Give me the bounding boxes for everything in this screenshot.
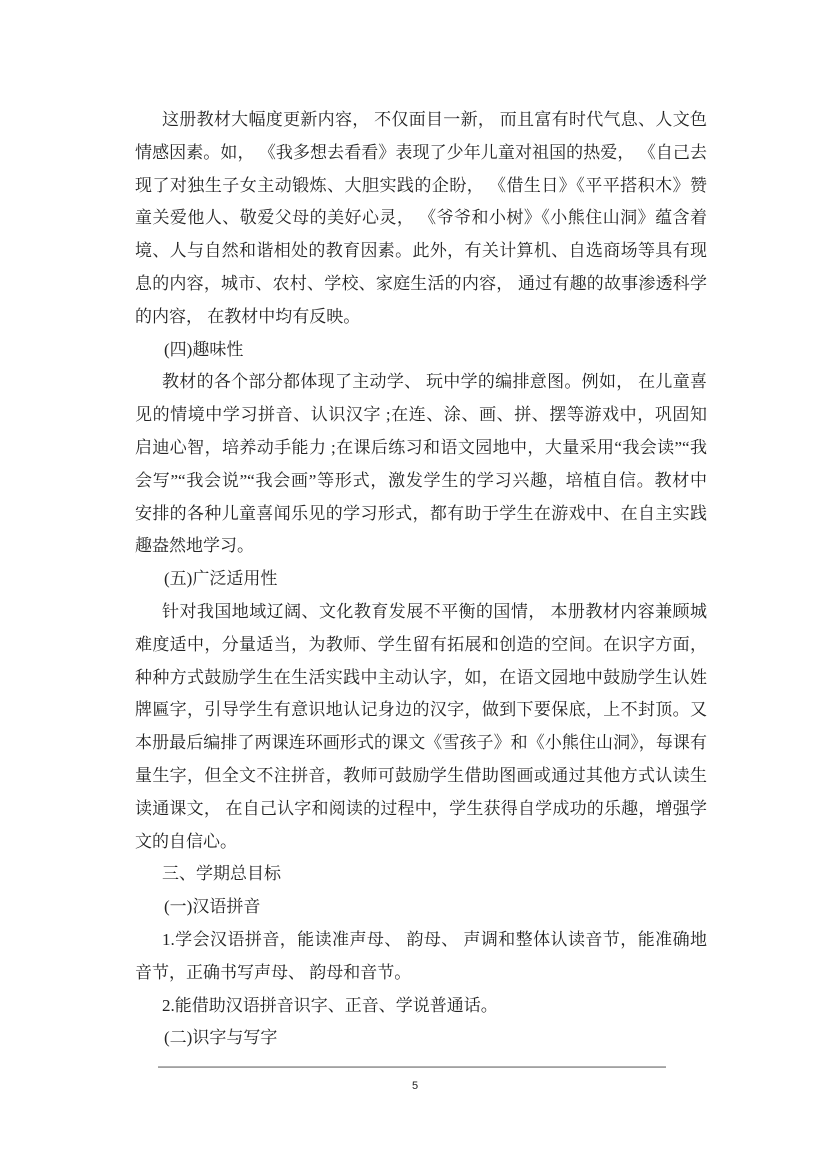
text-line: (五)广泛适用性 xyxy=(164,569,278,589)
section-heading xyxy=(135,1022,707,1055)
text-line: 现了对独生子女主动锻炼、大胆实践的企盼， 《借生日》《平平搭积木》赞 xyxy=(135,175,707,195)
section-heading xyxy=(135,891,707,924)
text-line: 读通课文， 在自己认字和阅读的过程中，学生获得自学成功的乐趣，增强学 xyxy=(135,798,707,818)
text-line: 童关爱他人、敬爱父母的美好心灵， 《爷爷和小树》《小熊住山洞》蕴含着 xyxy=(135,208,707,228)
text-line: 会写”“我会说”“我会画”等形式，激发学生的学习兴趣，培植自信。教材中 xyxy=(135,470,707,490)
document-body xyxy=(135,104,707,1055)
text-line: 的内容， 在教材中均有反映。 xyxy=(135,306,361,326)
text-line: 文的自信心。 xyxy=(135,831,237,851)
paragraph xyxy=(135,924,707,990)
text-line: 1.学会汉语拼音，能读准声母、 韵母、 声调和整体认读音节，能准确地 xyxy=(162,929,707,949)
text-line: 三、学期总目标 xyxy=(162,864,281,884)
text-line: 2.能借助汉语拼音识字、正音、学说普通话。 xyxy=(162,995,498,1015)
text-line: 息的内容，城市、农村、学校、家庭生活的内容， 通过有趣的故事渗透科学 xyxy=(135,273,707,293)
text-line: (二)识字与写字 xyxy=(164,1028,278,1048)
text-line: 安排的各种儿童喜闻乐见的学习形式，都有助于学生在游戏中、在自主实践 xyxy=(135,503,707,523)
text-line: 量生字，但全文不注拼音，教师可鼓励学生借助图画或通过其他方式认读生 xyxy=(135,765,707,785)
text-line: 趣盎然地学习。 xyxy=(135,536,254,556)
section-heading xyxy=(135,334,707,367)
paragraph xyxy=(135,366,707,563)
text-line: 针对我国地域辽阔、文化教育发展不平衡的国情， 本册教材内容兼顾城 xyxy=(162,601,707,621)
text-line: 难度适中，分量适当，为教师、学生留有拓展和创造的空间。在识字方面， xyxy=(135,634,707,654)
text-line: (四)趣味性 xyxy=(164,339,244,359)
footer-divider xyxy=(158,1066,666,1068)
text-line: 教材的各个部分都体现了主动学、 玩中学的编排意图。例如， 在儿童喜 xyxy=(162,372,707,392)
text-line: 情感因素。如， 《我多想去看看》表现了少年儿童对祖国的热爱， 《自己去 xyxy=(135,142,707,162)
text-line: 这册教材大幅度更新内容， 不仅面目一新， 而且富有时代气息、人文色 xyxy=(162,110,707,129)
page-number: 5 xyxy=(411,1080,419,1092)
paragraph xyxy=(135,990,707,1023)
paragraph xyxy=(135,596,707,858)
text-line: (一)汉语拼音 xyxy=(164,897,261,917)
text-line: 启迪心智，培养动手能力 ;在课后练习和语文园地中，大量采用“我会读”“我 xyxy=(135,437,707,457)
text-line: 牌匾字，引导学生有意识地认记身边的汉字，做到下要保底，上不封顶。又 xyxy=(135,700,707,720)
paragraph xyxy=(135,858,707,891)
text-line: 见的情境中学习拼音、认识汉字 ;在连、涂、画、拼、摆等游戏中，巩固知 xyxy=(135,405,707,425)
text-line: 本册最后编排了两课连环画形式的课文《雪孩子》和《小熊住山洞》，每课有 xyxy=(135,733,707,753)
text-line: 种种方式鼓励学生在生活实践中主动认字，如，在语文园地中鼓励学生认姓 xyxy=(135,667,707,687)
text-line: 音节，正确书写声母、 韵母和音节。 xyxy=(135,962,412,982)
section-heading xyxy=(135,563,707,596)
paragraph xyxy=(135,104,707,334)
text-line: 境、人与自然和谐相处的教育因素。此外，有关计算机、自选商场等具有现 xyxy=(135,241,707,261)
